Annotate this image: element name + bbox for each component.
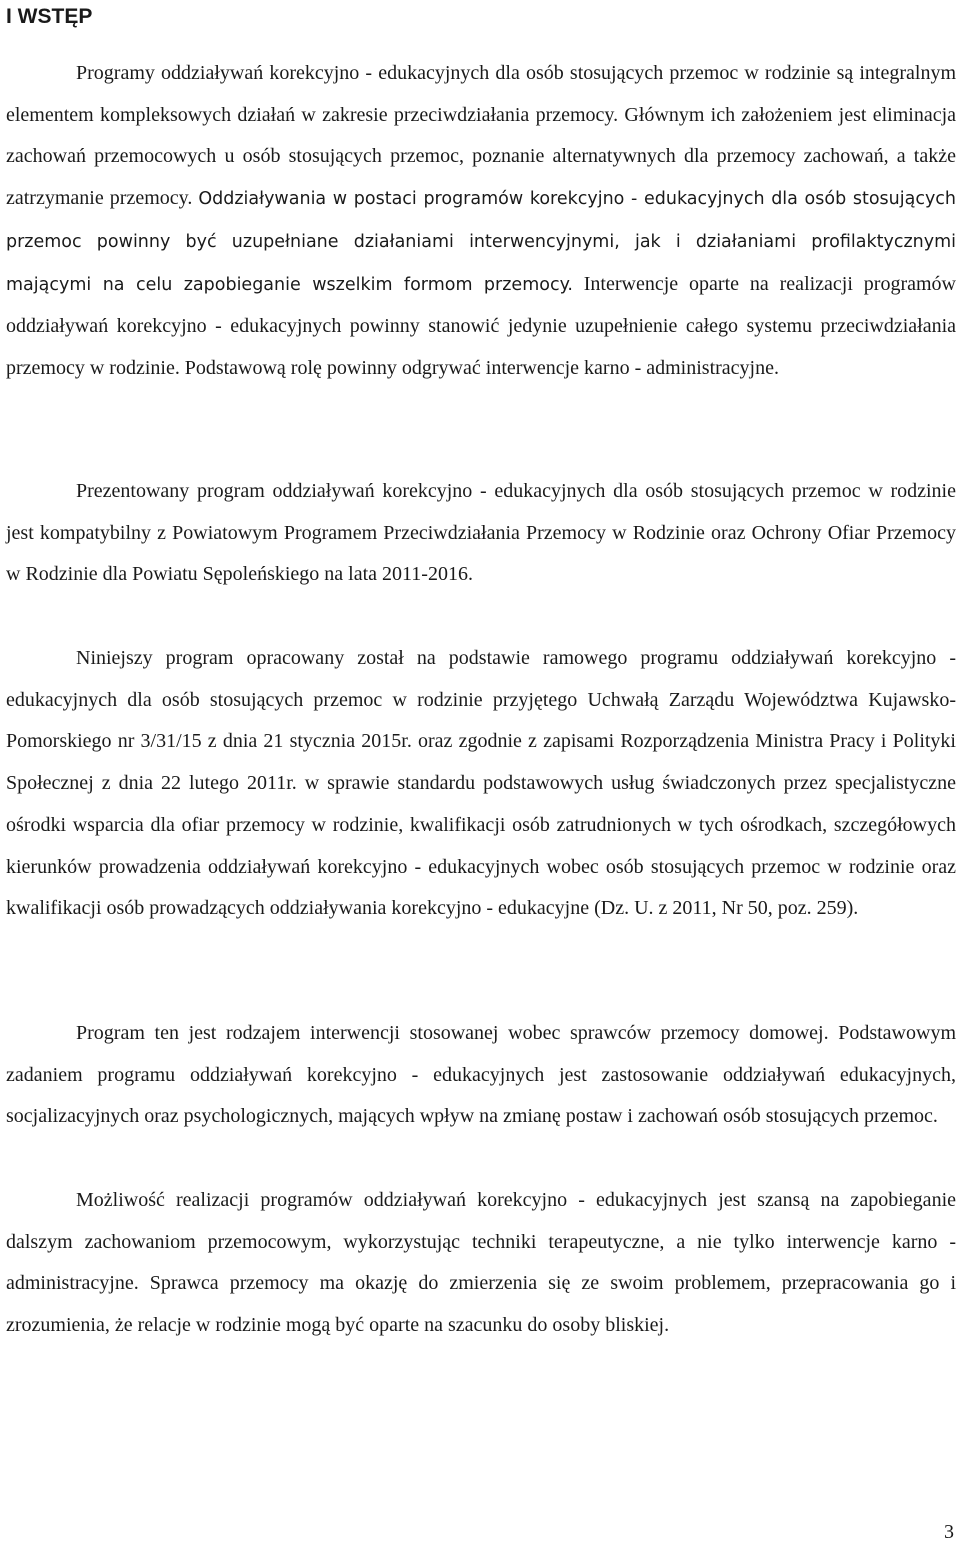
paragraph-3 (6, 638, 956, 930)
paragraph-1-sentence-1: Programy oddziaływań korekcyjno - edukacyjnych dla osób stosujących przemoc w rodzinie są integralnym elementem kompleksowych działań w zakresie przeciwdziałania przemocy. Głównym ich założeniem jest eliminacja zachowań przemocowych u osób stosujących przemoc, poznanie alternatywnych dla przemocy zachowań, a także zatrzymanie przemocy. (6, 62, 956, 210)
paragraph-3-text: Niniejszy program opracowany został na podstawie ramowego programu oddziaływań korekcyjno - edukacyjnych dla osób stosujących przemoc w rodzinie przyjętego Uchwałą Zarządu Województwa Kujawsko- Pomorskiego nr 3/31/15 z dnia 21 stycznia 2015r. oraz zgodnie z zapisami Rozporządzenia Ministra Pracy i Polityki Społecznej z dnia 22 lutego 2011r. w sprawie standardu podstawowych usług świadczonych przez specjalistyczne ośrodki wsparcia dla ofiar przemocy w rodzinie, kwalifikacji osób zatrudnionych w tych ośrodkach, szczegółowych kierunków prowadzenia oddziaływań korekcyjno - edukacyjnych wobec osób stosujących przemoc w rodzinie oraz kwalifikacji osób prowadzących oddziaływania korekcyjno - edukacyjne (Dz. U. z 2011, Nr 50, poz. 259). (6, 647, 956, 920)
paragraph-5-text: Możliwość realizacji programów oddziaływań korekcyjno - edukacyjnych jest szansą na zapobieganie dalszym zachowaniom przemocowym, wykorzystując techniki terapeutyczne, a nie tylko interwencje karno - administracyjne. Sprawca przemocy ma okazję do zmierzenia się ze swoim problemem, przepracowania go i zrozumienia, że relacje w rodzinie mogą być oparte na szacunku do osoby bliskiej. (6, 1189, 956, 1337)
page-number: 3 (944, 1521, 954, 1543)
paragraph-1 (6, 53, 956, 390)
paragraph-2-text: Prezentowany program oddziaływań korekcyjno - edukacyjnych dla osób stosujących przemoc w rodzinie jest kompatybilny z Powiatowym Programem Przeciwdziałania Przemocy w Rodzinie oraz Ochrony Ofiar Przemocy w Rodzinie dla Powiatu Sępoleńskiego na lata 2011-2016. (6, 480, 956, 586)
paragraph-1-sentence-2: Oddziaływania w postaci programów korekcyjno - edukacyjnych dla osób stosujących przemoc powinny być uzupełniane działaniami interwencyjnymi, jak i działaniami profilaktycznymi mającymi na celu zapobieganie wszelkim formom przemocy. (6, 189, 957, 295)
paragraph-5 (6, 1180, 956, 1347)
paragraph-2 (6, 471, 956, 596)
paragraph-4-text: Program ten jest rodzajem interwencji stosowanej wobec sprawców przemocy domowej. Podstawowym zadaniem programu oddziaływań korekcyjno - edukacyjnych jest zastosowanie oddziaływań edukacyjnych, socjalizacyjnych oraz psychologicznych, mających wpływ na zmianę postaw i zachowań osób stosujących przemoc. (6, 1022, 956, 1128)
paragraph-4 (6, 1013, 956, 1138)
paragraph-1-sentence-4: Podstawową rolę powinny odgrywać interwencje karno - administracyjne. (184, 356, 779, 379)
section-heading: I WSTĘP (6, 5, 93, 28)
paragraph-1-sentence-3: Interwencje oparte na realizacji programów oddziaływań korekcyjno - edukacyjnych powinny stanowić jedynie uzupełnienie całego systemu przeciwdziałania przemocy w rodzinie. (6, 272, 957, 379)
